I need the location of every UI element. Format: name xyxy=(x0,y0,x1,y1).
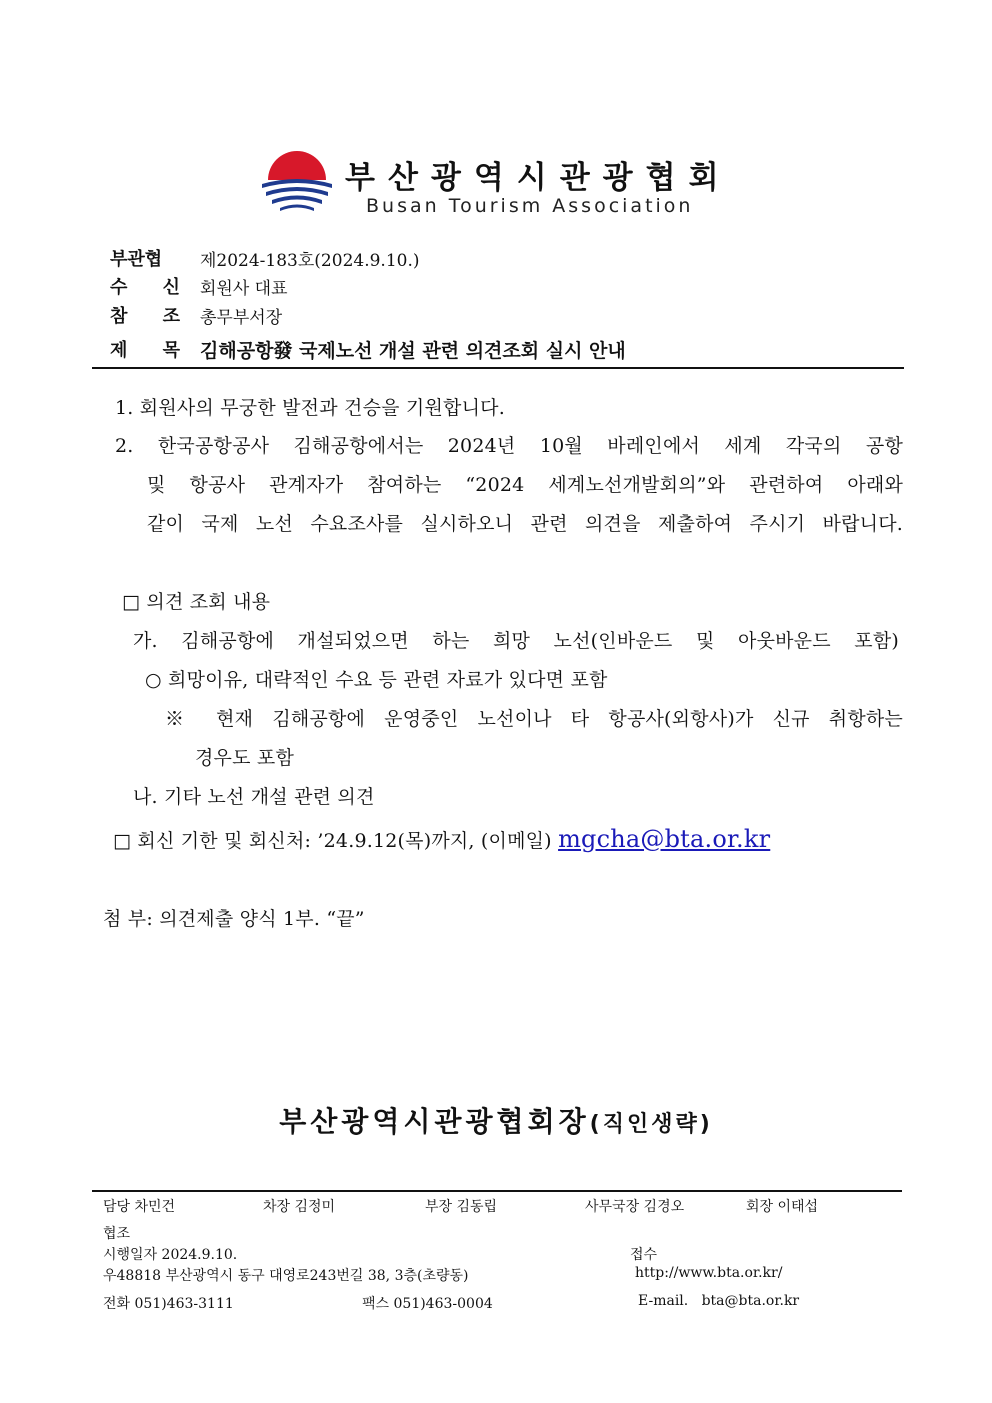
subject: 김해공항發 국제노선 개설 관련 의견조회 실시 안내 xyxy=(200,340,626,362)
item-na: 나. 기타 노선 개설 관련 의견 xyxy=(133,786,375,808)
org-name-ko: 부산광역시관광협회 xyxy=(345,160,732,196)
paragraph-2-line-3: 같이 국제 노선 수요조사를 실시하오니 관련 의견을 제출하여 주시기 바랍니다. xyxy=(147,513,903,535)
footer-divider xyxy=(92,1190,902,1192)
cooperation: 협조 xyxy=(103,1226,131,1242)
reply-email-link[interactable]: mgcha@bta.or.kr xyxy=(558,825,771,853)
staff-1: 담당 차민건 xyxy=(103,1199,176,1215)
note-line-2: 경우도 포함 xyxy=(195,747,295,769)
staff-5: 회장 이태섭 xyxy=(746,1199,819,1215)
fax: 팩스 051)463-0004 xyxy=(362,1296,493,1312)
signature-note: (직인생략) xyxy=(589,1112,713,1137)
paragraph-2-line-2: 및 항공사 관계자가 참여하는 “2024 세계노선개발회의”와 관련하여 아래와 xyxy=(147,474,903,496)
address: 우48818 부산광역시 동구 대영로243번길 38, 3층(초량동) xyxy=(103,1268,469,1284)
doc-no-label: 부관협 xyxy=(110,249,163,270)
section-opinion-content: □ 의견 조회 내용 xyxy=(122,591,271,613)
website-link[interactable]: http://www.bta.or.kr/ xyxy=(635,1265,783,1281)
bta-logo-icon xyxy=(262,150,332,212)
staff-2: 차장 김정미 xyxy=(263,1199,336,1215)
note-line-1: ※ 현재 김해공항에 운영중인 노선이나 타 항공사(외항사)가 신규 취항하는 xyxy=(165,708,903,730)
reply-prefix: □ 회신 기한 및 회신처: ’24.9.12(목)까지, (이메일) xyxy=(113,830,552,852)
signature-title: 부산광역시관광협회장 xyxy=(279,1105,590,1138)
recipient: 회원사 대표 xyxy=(200,279,288,299)
staff-4: 사무국장 김경오 xyxy=(585,1199,685,1215)
subject-label: 제 목 xyxy=(110,340,180,361)
attachment: 첨 부: 의견제출 양식 1부. “끝” xyxy=(103,908,365,930)
reply-line xyxy=(113,820,770,860)
org-name-en: Busan Tourism Association xyxy=(366,195,694,217)
reference-label: 참 조 xyxy=(110,306,180,327)
item-circle: ○ 희망이유, 대략적인 수요 등 관련 자료가 있다면 포함 xyxy=(145,669,608,691)
reference: 총무부서장 xyxy=(200,308,283,328)
staff-3: 부장 김동립 xyxy=(425,1199,498,1215)
doc-no: 제2024-183호(2024.9.10.) xyxy=(200,251,420,271)
enforcement-date: 시행일자 2024.9.10. xyxy=(103,1247,238,1263)
footer-email[interactable]: E-mail. bta@bta.or.kr xyxy=(638,1293,800,1309)
receipt: 접수 xyxy=(630,1247,658,1263)
paragraph-2-line-1: 2. 한국공항공사 김해공항에서는 2024년 10월 바레인에서 세계 각국의 공항 xyxy=(115,435,903,457)
item-ga: 가. 김해공항에 개설되었으면 하는 희망 노선(인바운드 및 아웃바운드 포함) xyxy=(133,630,899,652)
signature xyxy=(0,1100,992,1140)
paragraph-1: 1. 회원사의 무궁한 발전과 건승을 기원합니다. xyxy=(115,397,505,419)
recipient-label: 수 신 xyxy=(110,277,180,298)
header-divider xyxy=(92,367,904,369)
phone: 전화 051)463-3111 xyxy=(103,1296,234,1312)
